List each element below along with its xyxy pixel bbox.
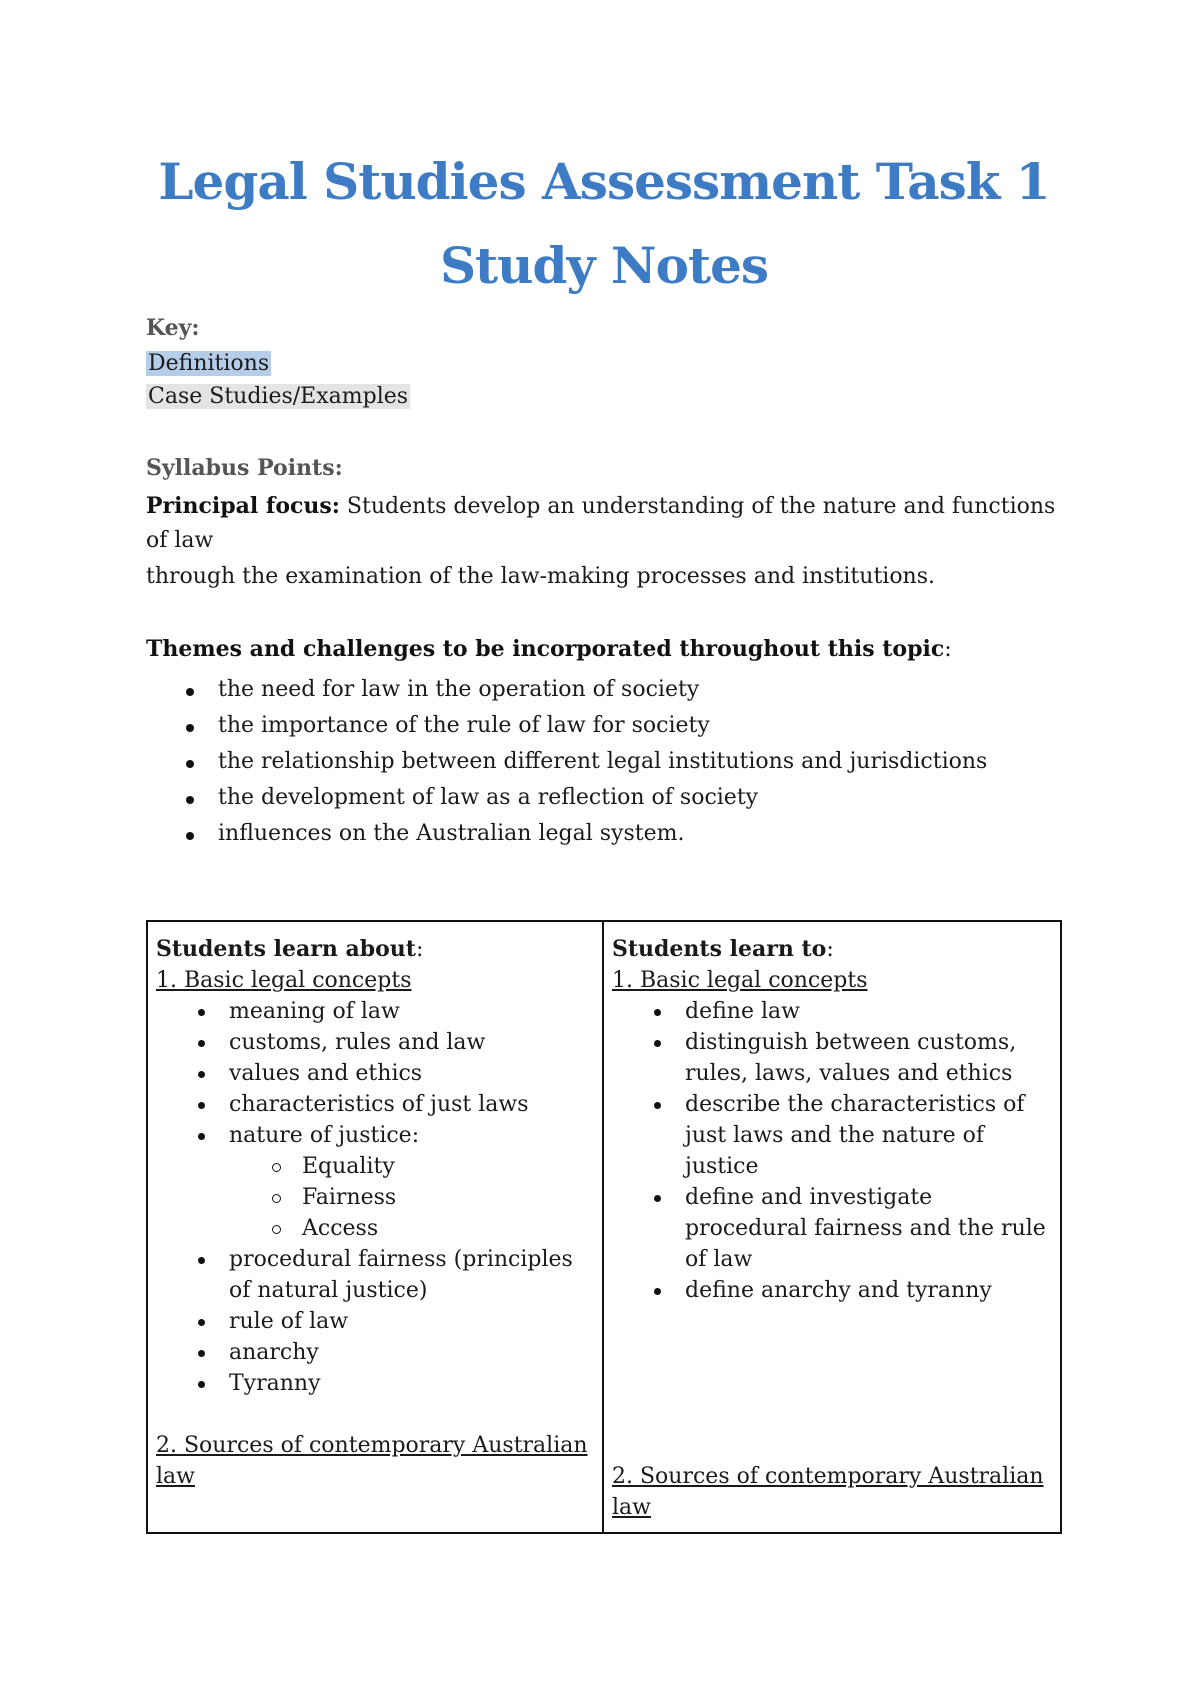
- list-item: [146, 816, 987, 852]
- theme-text: the importance of the rule of law for society: [218, 713, 710, 738]
- list-item: [612, 996, 1052, 1027]
- list-item: [156, 1337, 594, 1368]
- list-item: [156, 1027, 594, 1058]
- list-item: [156, 1120, 594, 1151]
- learn-to-column: [604, 922, 1060, 1532]
- key-case-studies: [146, 385, 410, 409]
- principal-focus-label: Principal focus:: [146, 493, 340, 519]
- item-text: define anarchy and tyranny: [685, 1278, 992, 1303]
- hollow-bullet-icon: [272, 1163, 281, 1172]
- bullet-icon: [198, 1381, 205, 1388]
- learn-to-list: [612, 996, 1052, 1306]
- learn-about-column: [148, 922, 604, 1532]
- bullet-icon: [654, 1288, 661, 1295]
- bullet-icon: [198, 1319, 205, 1326]
- bullet-icon: [186, 796, 194, 804]
- item-text: meaning of law: [229, 999, 400, 1024]
- item-text: nature of justice:: [229, 1123, 420, 1148]
- bullet-icon: [198, 1102, 205, 1109]
- item-text: describe the characteristics of: [685, 1092, 1025, 1117]
- learn-to-heading: [612, 934, 1052, 965]
- item-text: procedural fairness (principles: [229, 1247, 573, 1272]
- hollow-bullet-icon: [272, 1225, 281, 1234]
- item-text: Equality: [302, 1154, 395, 1179]
- list-item: [146, 744, 987, 780]
- key-definitions: [146, 352, 271, 376]
- item-text: customs, rules and law: [229, 1030, 486, 1055]
- spacer: [156, 1399, 594, 1430]
- case-studies-label: Case Studies/Examples: [148, 384, 409, 409]
- themes-colon: :: [944, 637, 952, 662]
- list-item: [612, 1027, 1052, 1089]
- item-text-cont: of law: [685, 1247, 753, 1272]
- bullet-icon: [186, 688, 194, 696]
- section-sources-line-2: law: [156, 1464, 195, 1489]
- item-text-cont: rules, laws, values and ethics: [685, 1061, 1013, 1086]
- section-sources-line-1: 2. Sources of contemporary Australian: [156, 1433, 588, 1458]
- list-item: [146, 780, 987, 816]
- theme-text: influences on the Australian legal system.: [218, 821, 685, 846]
- principal-focus: [146, 494, 1055, 519]
- syllabus-heading: Syllabus Points:: [146, 455, 343, 481]
- section-basic-legal-concepts: 1. Basic legal concepts: [156, 968, 412, 993]
- themes-list: [146, 672, 987, 852]
- list-item: [612, 1275, 1052, 1306]
- bullet-icon: [198, 1350, 205, 1357]
- bullet-icon: [654, 1102, 661, 1109]
- item-text: values and ethics: [229, 1061, 423, 1086]
- list-item: [156, 1058, 594, 1089]
- learn-about-colon: :: [415, 937, 424, 962]
- bullet-icon: [654, 1195, 661, 1202]
- item-text-cont: justice: [685, 1154, 759, 1179]
- document-title-line-1: Legal Studies Assessment Task 1: [158, 152, 1050, 211]
- principal-focus-text: Students develop an understanding of the nature and functions: [339, 494, 1056, 519]
- themes-label: Themes and challenges to be incorporated throughout this topic: [146, 636, 945, 662]
- list-item: [146, 672, 987, 708]
- item-text-cont: procedural fairness and the rule: [685, 1216, 1046, 1241]
- list-item: [156, 1089, 594, 1120]
- item-text: Access: [302, 1216, 379, 1241]
- item-text-cont: of natural justice): [229, 1278, 428, 1303]
- item-text: distinguish between customs,: [685, 1030, 1017, 1055]
- key-heading: Key:: [146, 315, 200, 341]
- item-text: Fairness: [302, 1185, 397, 1210]
- bullet-icon: [186, 832, 194, 840]
- list-item: [146, 708, 987, 744]
- bullet-icon: [198, 1071, 205, 1078]
- bullet-icon: [198, 1009, 205, 1016]
- hollow-bullet-icon: [272, 1194, 281, 1203]
- bullet-icon: [654, 1009, 661, 1016]
- bullet-icon: [186, 760, 194, 768]
- list-item: [156, 1306, 594, 1337]
- learn-to-heading-text: Students learn to: [612, 936, 827, 962]
- themes-heading: [146, 637, 952, 662]
- theme-text: the development of law as a reflection of society: [218, 785, 759, 810]
- list-item: [156, 996, 594, 1027]
- learn-about-list: [156, 996, 594, 1399]
- syllabus-table: [146, 920, 1062, 1534]
- bullet-icon: [198, 1040, 205, 1047]
- principal-focus-cont2: through the examination of the law-making processes and institutions.: [146, 564, 936, 589]
- item-text: characteristics of just laws: [229, 1092, 529, 1117]
- item-text: Tyranny: [229, 1371, 321, 1396]
- bullet-icon: [198, 1257, 205, 1264]
- list-item: [612, 1182, 1052, 1275]
- item-text: define and investigate: [685, 1185, 933, 1210]
- item-text: define law: [685, 999, 800, 1024]
- bullet-icon: [654, 1040, 661, 1047]
- item-text: anarchy: [229, 1340, 319, 1365]
- section-sources-line-2: law: [612, 1495, 651, 1520]
- learn-about-heading-text: Students learn about: [156, 936, 416, 962]
- section-sources-line-1: 2. Sources of contemporary Australian: [612, 1464, 1044, 1489]
- document-title-line-2: Study Notes: [439, 236, 769, 295]
- item-text: rule of law: [229, 1309, 349, 1334]
- sub-list-item: [156, 1213, 594, 1244]
- bullet-icon: [186, 724, 194, 732]
- list-item: [612, 1089, 1052, 1182]
- definitions-label: Definitions: [148, 351, 270, 376]
- principal-focus-cont: of law: [146, 528, 214, 553]
- spacer: [612, 1306, 1052, 1461]
- section-basic-legal-concepts: 1. Basic legal concepts: [612, 968, 868, 993]
- bullet-icon: [198, 1133, 205, 1140]
- learn-to-colon: :: [826, 937, 834, 962]
- sub-list-item: [156, 1182, 594, 1213]
- theme-text: the relationship between different legal institutions and jurisdictions: [218, 749, 988, 774]
- item-text-cont: just laws and the nature of: [685, 1123, 984, 1148]
- list-item: [156, 1244, 594, 1306]
- theme-text: the need for law in the operation of society: [218, 677, 700, 702]
- learn-about-heading: [156, 934, 594, 965]
- list-item: [156, 1368, 594, 1399]
- sub-list-item: [156, 1151, 594, 1182]
